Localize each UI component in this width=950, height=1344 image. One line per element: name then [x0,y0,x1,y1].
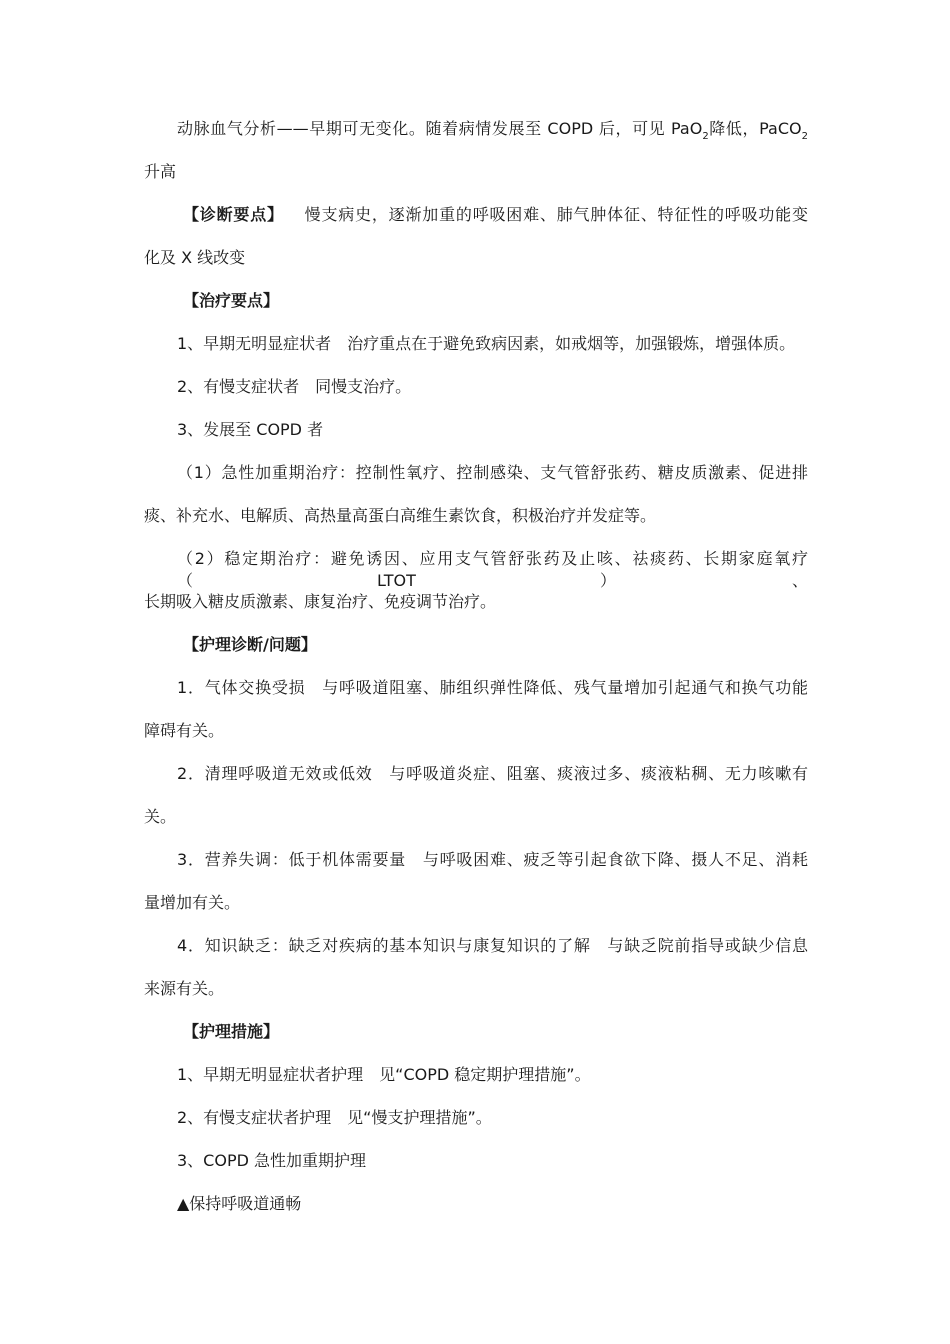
subscript-2: 2 [702,131,709,142]
nursing-diagnosis-heading: 【护理诊断/问题】 [183,635,317,654]
blood-gas-text-2: 降低，PaCO [708,119,802,138]
treatment-item-3-2: （2）稳定期治疗：避免诱因、应用支气管舒张药及止咳、祛痰药、长期家庭氧疗（LTOT）、 [177,549,808,590]
nursing-diagnosis-4: 4．知识缺乏：缺乏对疾病的基本知识与康复知识的了解 与缺乏院前指导或缺少信息 [177,936,808,955]
nursing-diagnosis-3: 3．营养失调：低于机体需要量 与呼吸困难、疲乏等引起食欲下降、摄人不足、消耗 [177,850,808,869]
diagnosis-continuation: 化及 X 线改变 [144,248,246,267]
subscript-2: 2 [801,131,808,142]
diagnosis-text: 慢支病史，逐渐加重的呼吸困难、肺气肿体征、特征性的呼吸功能变 [303,205,808,224]
nursing-diagnosis-4-continuation: 来源有关。 [144,979,225,998]
treatment-item-3-2-continuation: 长期吸入糖皮质激素、康复治疗、免疫调节治疗。 [144,592,497,611]
nursing-measure-3: 3、COPD 急性加重期护理 [177,1151,367,1170]
nursing-measure-2: 2、有慢支症状者护理 见“慢支护理措施”。 [177,1108,492,1127]
treatment-item-3-1: （1）急性加重期治疗：控制性氧疗、控制感染、支气管舒张药、糖皮质激素、促进排 [177,463,808,482]
blood-gas-continuation: 升高 [144,162,177,181]
nursing-measure-1: 1、早期无明显症状者护理 见“COPD 稳定期护理措施”。 [177,1065,591,1084]
diagnosis-heading: 【诊断要点】 [183,205,284,224]
nursing-measures-heading: 【护理措施】 [183,1022,280,1041]
treatment-item-3: 3、发展至 COPD 者 [177,420,324,439]
blood-gas-text: 动脉血气分析——早期可无变化。随着病情发展至 COPD 后，可见 PaO [177,119,703,138]
nursing-diagnosis-2-continuation: 关。 [144,807,177,826]
treatment-item-1: 1、早期无明显症状者 治疗重点在于避免致病因素，如戒烟等，加强锻炼，增强体质。 [177,334,796,353]
treatment-heading: 【治疗要点】 [183,291,280,310]
nursing-measure-airway: ▲保持呼吸道通畅 [177,1194,302,1213]
treatment-item-2: 2、有慢支症状者 同慢支治疗。 [177,377,412,396]
nursing-diagnosis-2: 2．清理呼吸道无效或低效 与呼吸道炎症、阻塞、痰液过多、痰液粘稠、无力咳嗽有 [177,764,808,783]
diagnosis-paragraph [183,204,808,226]
nursing-diagnosis-1: 1．气体交换受损 与呼吸道阻塞、肺组织弹性降低、残气量增加引起通气和换气功能 [177,678,808,697]
nursing-diagnosis-1-continuation: 障碍有关。 [144,721,225,740]
treatment-item-3-1-continuation: 痰、补充水、电解质、高热量高蛋白高维生素饮食，积极治疗并发症等。 [144,506,657,525]
paragraph-blood-gas [177,118,808,140]
nursing-diagnosis-3-continuation: 量增加有关。 [144,893,241,912]
